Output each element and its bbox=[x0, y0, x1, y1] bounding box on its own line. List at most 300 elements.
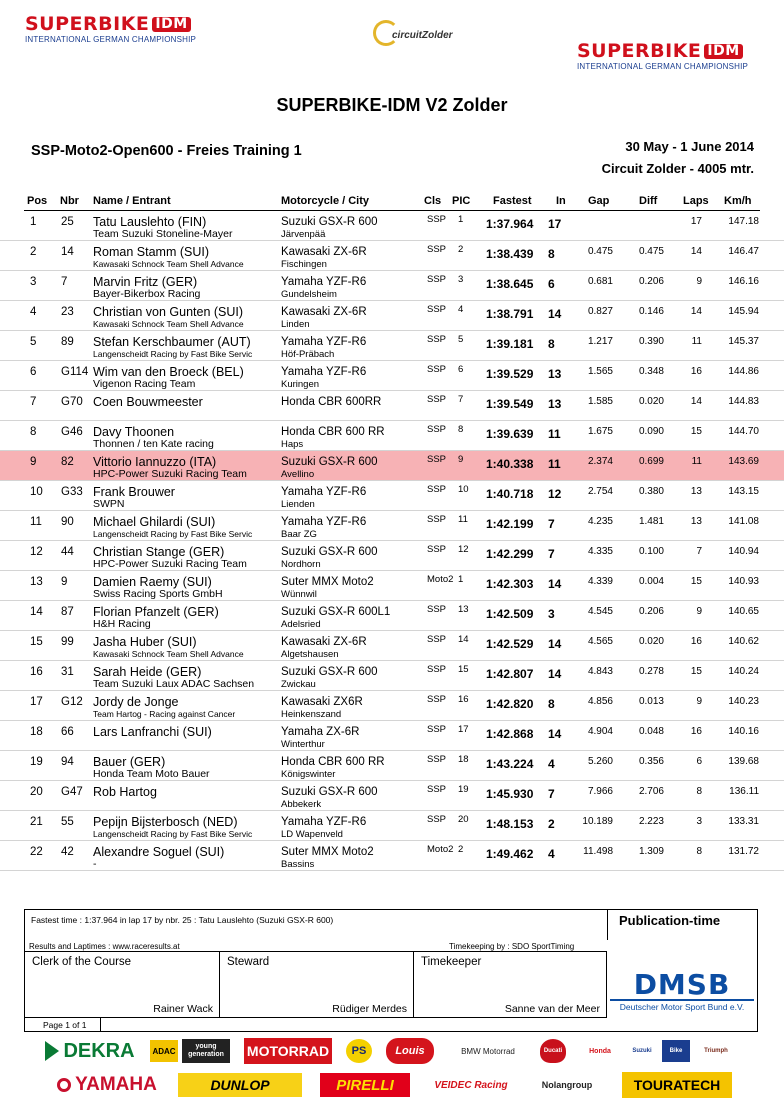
row-rider-name: Lars Lanfranchi (SUI) bbox=[93, 725, 212, 739]
row-pos: 2 bbox=[30, 246, 37, 258]
row-motorcycle: Kawasaki ZX-6R bbox=[281, 306, 367, 318]
row-rider-name: Christian Stange (GER) bbox=[93, 545, 225, 559]
row-pos: 22 bbox=[30, 846, 43, 858]
row-motorcycle: Yamaha YZF-R6 bbox=[281, 816, 367, 828]
table-row bbox=[0, 751, 784, 781]
logo-word: SUPERBIKE bbox=[577, 40, 702, 62]
table-header bbox=[0, 195, 784, 209]
row-pic: 9 bbox=[458, 454, 464, 465]
results-table bbox=[0, 211, 784, 871]
row-city: Järvenpää bbox=[281, 229, 326, 240]
row-kmh: 140.94 bbox=[728, 546, 759, 557]
row-gap: 4.856 bbox=[587, 696, 613, 707]
row-city: Gundelsheim bbox=[281, 289, 337, 300]
row-diff: 0.100 bbox=[638, 546, 664, 557]
row-gap: 1.565 bbox=[587, 366, 613, 377]
row-fastest: 1:42.303 bbox=[486, 577, 534, 591]
timekeeper-label: Timekeeper bbox=[421, 956, 482, 968]
row-city: Algetshausen bbox=[281, 649, 339, 660]
row-gap: 1.675 bbox=[587, 426, 613, 437]
row-rider-name: Stefan Kerschbaumer (AUT) bbox=[93, 335, 251, 349]
row-pos: 13 bbox=[30, 576, 43, 588]
row-team: Langenscheidt Racing by Fast Bike Servic bbox=[93, 829, 253, 839]
row-gap: 0.681 bbox=[587, 276, 613, 287]
row-laps: 16 bbox=[690, 636, 702, 647]
row-pos: 16 bbox=[30, 666, 43, 678]
row-kmh: 133.31 bbox=[728, 816, 759, 827]
col-nbr: Nbr bbox=[60, 195, 79, 207]
row-fastest: 1:39.639 bbox=[486, 427, 534, 441]
row-in-lap: 2 bbox=[548, 817, 555, 831]
row-in-lap: 7 bbox=[548, 517, 555, 531]
row-diff: 0.699 bbox=[638, 456, 664, 467]
col-name: Name / Entrant bbox=[93, 195, 171, 207]
row-rider-name: Frank Brouwer bbox=[93, 485, 175, 499]
row-team: Team Suzuki Stoneline-Mayer bbox=[93, 228, 233, 240]
page-number: Page 1 of 1 bbox=[25, 1018, 101, 1032]
row-diff: 2.223 bbox=[638, 816, 664, 827]
logo-badge: IDM bbox=[152, 17, 190, 32]
timekeeping-info: Timekeeping by : SDO SportTiming bbox=[449, 942, 575, 951]
row-rider-name: Vittorio Iannuzzo (ITA) bbox=[93, 455, 217, 469]
row-kmh: 145.37 bbox=[728, 336, 759, 347]
row-rider-name: Rob Hartog bbox=[93, 785, 157, 799]
col-laps: Laps bbox=[683, 195, 709, 207]
row-class: SSP bbox=[427, 424, 447, 435]
row-pos: 18 bbox=[30, 726, 43, 738]
row-in-lap: 4 bbox=[548, 757, 555, 771]
row-city: Baar ZG bbox=[281, 529, 317, 540]
row-motorcycle: Kawasaki ZX-6R bbox=[281, 636, 367, 648]
row-city: Wünnwil bbox=[281, 589, 317, 600]
row-team: - bbox=[93, 858, 97, 870]
row-pic: 7 bbox=[458, 394, 464, 405]
row-in-lap: 8 bbox=[548, 697, 555, 711]
row-class: SSP bbox=[427, 724, 447, 735]
row-kmh: 146.47 bbox=[728, 246, 759, 257]
col-motorcycle: Motorcycle / City bbox=[281, 195, 370, 207]
row-pos: 11 bbox=[30, 516, 42, 528]
sponsor-logo: Triumph bbox=[704, 1048, 728, 1054]
row-city: Nordhorn bbox=[281, 559, 321, 570]
row-pic: 1 bbox=[458, 574, 464, 585]
row-kmh: 140.62 bbox=[728, 636, 759, 647]
event-dates: 30 May - 1 June 2014 bbox=[625, 139, 754, 154]
row-gap: 7.966 bbox=[587, 786, 613, 797]
row-pic: 11 bbox=[458, 514, 468, 525]
row-pic: 2 bbox=[458, 244, 464, 255]
row-diff: 0.390 bbox=[638, 336, 664, 347]
row-fastest: 1:40.338 bbox=[486, 457, 534, 471]
row-nbr: G33 bbox=[61, 486, 83, 498]
row-class: SSP bbox=[427, 814, 447, 825]
row-laps: 13 bbox=[690, 516, 702, 527]
row-laps: 14 bbox=[690, 246, 702, 257]
session-title: SSP-Moto2-Open600 - Freies Training 1 bbox=[31, 143, 302, 159]
col-kmh: Km/h bbox=[724, 195, 752, 207]
circuit-zolder-logo bbox=[370, 20, 453, 52]
row-fastest: 1:42.868 bbox=[486, 727, 534, 741]
row-in-lap: 14 bbox=[548, 727, 562, 741]
row-class: SSP bbox=[427, 394, 447, 405]
row-kmh: 144.70 bbox=[728, 426, 759, 437]
row-fastest: 1:42.529 bbox=[486, 637, 534, 651]
row-class: SSP bbox=[427, 274, 447, 285]
row-in-lap: 7 bbox=[548, 547, 555, 561]
row-pic: 16 bbox=[458, 694, 469, 705]
row-in-lap: 17 bbox=[548, 217, 562, 231]
row-motorcycle: Yamaha YZF-R6 bbox=[281, 366, 367, 378]
row-gap: 5.260 bbox=[587, 756, 613, 767]
steward-label: Steward bbox=[227, 956, 270, 968]
row-rider-name: Bauer (GER) bbox=[93, 755, 166, 769]
row-kmh: 143.15 bbox=[728, 486, 759, 497]
row-motorcycle: Yamaha YZF-R6 bbox=[281, 276, 367, 288]
sponsor-row-2 bbox=[40, 1070, 750, 1100]
row-laps: 7 bbox=[696, 546, 702, 557]
row-pic: 2 bbox=[458, 844, 464, 855]
table-row bbox=[0, 451, 784, 481]
row-fastest: 1:39.181 bbox=[486, 337, 534, 351]
row-laps: 3 bbox=[696, 816, 702, 827]
table-row bbox=[0, 811, 784, 841]
clerk-name: Rainer Wack bbox=[153, 1003, 213, 1015]
row-in-lap: 4 bbox=[548, 847, 555, 861]
row-rider-name: Jordy de Jonge bbox=[93, 695, 179, 709]
row-gap: 2.374 bbox=[587, 456, 613, 467]
row-pic: 20 bbox=[458, 814, 469, 825]
row-pic: 6 bbox=[458, 364, 464, 375]
page-title: SUPERBIKE-IDM V2 Zolder bbox=[276, 95, 508, 115]
row-fastest: 1:38.439 bbox=[486, 247, 534, 261]
row-team: Team Suzuki Laux ADAC Sachsen bbox=[93, 678, 255, 690]
row-motorcycle: Yamaha YZF-R6 bbox=[281, 516, 367, 528]
sponsor-logo: BMW Motorrad bbox=[461, 1046, 515, 1056]
row-motorcycle: Suzuki GSX-R 600L1 bbox=[281, 606, 391, 618]
sponsor-logo: Honda bbox=[589, 1047, 611, 1055]
row-fastest: 1:42.820 bbox=[486, 697, 534, 711]
row-nbr: 90 bbox=[61, 516, 74, 528]
row-team: HPC-Power Suzuki Racing Team bbox=[93, 558, 247, 570]
row-pic: 14 bbox=[458, 634, 469, 645]
table-row bbox=[0, 721, 784, 751]
table-row bbox=[0, 481, 784, 511]
row-rider-name: Tatu Lauslehto (FIN) bbox=[93, 215, 207, 229]
row-pos: 10 bbox=[30, 486, 43, 498]
logo-subtitle: INTERNATIONAL GERMAN CHAMPIONSHIP bbox=[577, 62, 749, 71]
row-kmh: 146.16 bbox=[728, 276, 759, 287]
row-gap: 4.843 bbox=[587, 666, 613, 677]
row-in-lap: 11 bbox=[548, 427, 561, 441]
row-class: SSP bbox=[427, 604, 447, 615]
row-fastest: 1:48.153 bbox=[486, 817, 534, 831]
row-pos: 6 bbox=[30, 366, 37, 378]
row-motorcycle: Yamaha YZF-R6 bbox=[281, 486, 367, 498]
row-motorcycle: Honda CBR 600 RR bbox=[281, 426, 385, 438]
row-rider-name: Pepijn Bijsterbosch (NED) bbox=[93, 815, 238, 829]
row-fastest: 1:42.509 bbox=[486, 607, 534, 621]
row-pos: 12 bbox=[30, 546, 43, 558]
row-gap: 4.235 bbox=[587, 516, 613, 527]
circuit-info: Circuit Zolder - 4005 mtr. bbox=[601, 161, 754, 176]
row-laps: 8 bbox=[696, 846, 702, 857]
row-class: SSP bbox=[427, 754, 447, 765]
sponsor-row-1 bbox=[40, 1036, 750, 1066]
row-pic: 1 bbox=[458, 214, 464, 225]
row-laps: 6 bbox=[696, 756, 702, 767]
row-kmh: 140.65 bbox=[728, 606, 759, 617]
row-team: Kawasaki Schnock Team Shell Advance bbox=[93, 649, 244, 659]
row-motorcycle: Kawasaki ZX-6R bbox=[281, 246, 367, 258]
row-pic: 5 bbox=[458, 334, 464, 345]
row-diff: 0.090 bbox=[638, 426, 664, 437]
clerk-label: Clerk of the Course bbox=[32, 956, 132, 968]
row-nbr: G47 bbox=[61, 786, 83, 798]
row-city: Lienden bbox=[281, 499, 315, 510]
row-nbr: 14 bbox=[61, 246, 74, 258]
row-nbr: 44 bbox=[61, 546, 74, 558]
row-in-lap: 13 bbox=[548, 367, 562, 381]
row-gap: 11.498 bbox=[583, 846, 613, 857]
row-kmh: 131.72 bbox=[728, 846, 759, 857]
table-row bbox=[0, 601, 784, 631]
row-diff: 0.356 bbox=[638, 756, 664, 767]
row-in-lap: 14 bbox=[548, 577, 562, 591]
row-motorcycle: Suzuki GSX-R 600 bbox=[281, 216, 378, 228]
timekeeper-cell bbox=[414, 952, 607, 1018]
row-team: Bayer-Bikerbox Racing bbox=[93, 288, 201, 300]
row-in-lap: 14 bbox=[548, 637, 562, 651]
row-kmh: 139.68 bbox=[728, 756, 759, 767]
row-pos: 8 bbox=[30, 426, 37, 438]
sponsor-logo: PS bbox=[346, 1039, 372, 1063]
row-laps: 16 bbox=[690, 366, 702, 377]
row-pos: 20 bbox=[30, 786, 43, 798]
row-fastest: 1:42.299 bbox=[486, 547, 534, 561]
row-laps: 16 bbox=[690, 726, 702, 737]
row-motorcycle: Suzuki GSX-R 600 bbox=[281, 786, 378, 798]
row-in-lap: 11 bbox=[548, 457, 561, 471]
col-diff: Diff bbox=[639, 195, 658, 207]
table-row bbox=[0, 361, 784, 391]
row-rider-name: Michael Ghilardi (SUI) bbox=[93, 515, 216, 529]
row-class: SSP bbox=[427, 364, 447, 375]
row-class: SSP bbox=[427, 214, 447, 225]
row-kmh: 145.94 bbox=[728, 306, 759, 317]
row-pos: 21 bbox=[30, 816, 43, 828]
row-fastest: 1:49.462 bbox=[486, 847, 534, 861]
row-team: Vigenon Racing Team bbox=[93, 378, 196, 390]
row-gap: 1.585 bbox=[587, 396, 613, 407]
row-rider-name: Roman Stamm (SUI) bbox=[93, 245, 209, 259]
row-nbr: 7 bbox=[61, 276, 68, 288]
row-class: SSP bbox=[427, 244, 447, 255]
row-nbr: 23 bbox=[61, 306, 74, 318]
col-fastest: Fastest bbox=[493, 195, 532, 207]
row-laps: 8 bbox=[696, 786, 702, 797]
row-city: Abbekerk bbox=[281, 799, 322, 810]
row-diff: 1.309 bbox=[638, 846, 664, 857]
row-laps: 9 bbox=[696, 696, 702, 707]
row-rider-name: Davy Thoonen bbox=[93, 425, 175, 439]
row-gap: 4.904 bbox=[587, 726, 613, 737]
row-in-lap: 6 bbox=[548, 277, 555, 291]
row-city: Heinkenszand bbox=[281, 709, 342, 720]
table-row bbox=[0, 421, 784, 451]
row-fastest: 1:38.791 bbox=[486, 307, 534, 321]
row-motorcycle: Suzuki GSX-R 600 bbox=[281, 666, 378, 678]
row-pic: 3 bbox=[458, 274, 464, 285]
row-pos: 17 bbox=[30, 696, 43, 708]
sponsor-logo: TOURATECH bbox=[622, 1072, 732, 1098]
row-kmh: 143.69 bbox=[728, 456, 759, 467]
row-in-lap: 13 bbox=[548, 397, 562, 411]
sponsor-logo: Louis bbox=[386, 1038, 434, 1064]
row-fastest: 1:43.224 bbox=[486, 757, 534, 771]
clerk-cell bbox=[25, 952, 220, 1018]
row-pic: 19 bbox=[458, 784, 469, 795]
row-team: Honda Team Moto Bauer bbox=[93, 768, 210, 780]
row-pos: 4 bbox=[30, 306, 37, 318]
sponsor-logo: Suzuki bbox=[632, 1048, 652, 1054]
row-class: SSP bbox=[427, 304, 447, 315]
circuit-logo-text: circuitZolder bbox=[392, 30, 453, 41]
row-motorcycle: Honda CBR 600 RR bbox=[281, 756, 385, 768]
row-pic: 18 bbox=[458, 754, 469, 765]
row-in-lap: 14 bbox=[548, 667, 562, 681]
row-gap: 10.189 bbox=[582, 816, 613, 827]
col-pic: PIC bbox=[452, 195, 471, 207]
sponsor-logo bbox=[52, 1072, 162, 1098]
results-site: Results and Laptimes : www.raceresults.at bbox=[29, 942, 180, 951]
row-in-lap: 12 bbox=[548, 487, 562, 501]
row-kmh: 140.24 bbox=[728, 666, 759, 677]
row-in-lap: 14 bbox=[548, 307, 562, 321]
table-row bbox=[0, 271, 784, 301]
row-rider-name: Wim van den Broeck (BEL) bbox=[93, 365, 244, 379]
row-diff: 0.206 bbox=[638, 606, 664, 617]
fastest-time-note: Fastest time : 1:37.964 in lap 17 by nbr. 25 : Tatu Lauslehto (Suzuki GSX-R 600) bbox=[31, 915, 334, 925]
row-motorcycle: Yamaha YZF-R6 bbox=[281, 336, 367, 348]
row-pos: 5 bbox=[30, 336, 37, 348]
row-class: SSP bbox=[427, 694, 447, 705]
row-pos: 9 bbox=[30, 456, 37, 468]
row-motorcycle: Kawasaki ZX6R bbox=[281, 696, 363, 708]
row-diff: 0.013 bbox=[638, 696, 664, 707]
row-nbr: 99 bbox=[61, 636, 74, 648]
row-pos: 19 bbox=[30, 756, 43, 768]
row-class: Moto2 bbox=[427, 574, 454, 585]
table-row bbox=[0, 301, 784, 331]
col-cls: Cls bbox=[424, 195, 442, 207]
row-team: Team Hartog - Racing against Cancer bbox=[93, 709, 236, 719]
row-team: Kawasaki Schnock Team Shell Advance bbox=[93, 319, 244, 329]
row-diff: 0.146 bbox=[638, 306, 664, 317]
table-row bbox=[0, 391, 784, 421]
row-fastest: 1:39.549 bbox=[486, 397, 534, 411]
row-class: SSP bbox=[427, 484, 447, 495]
dmsb-subtitle: Deutscher Motor Sport Bund e.V. bbox=[610, 999, 754, 1012]
logo-subtitle: INTERNATIONAL GERMAN CHAMPIONSHIP bbox=[25, 35, 197, 44]
row-fastest: 1:45.930 bbox=[486, 787, 534, 801]
sponsor-name: DEKRA bbox=[63, 1039, 135, 1062]
table-row bbox=[0, 541, 784, 571]
row-motorcycle: Suzuki GSX-R 600 bbox=[281, 456, 378, 468]
row-rider-name: Marvin Fritz (GER) bbox=[93, 275, 198, 289]
row-team: Thonnen / ten Kate racing bbox=[93, 438, 214, 450]
row-team: Kawasaki Schnock Team Shell Advance bbox=[93, 259, 244, 269]
row-city: Adelsried bbox=[281, 619, 321, 630]
row-kmh: 144.86 bbox=[728, 366, 759, 377]
row-rider-name: Christian von Gunten (SUI) bbox=[93, 305, 244, 319]
row-motorcycle: Honda CBR 600RR bbox=[281, 396, 382, 408]
row-diff: 0.278 bbox=[638, 666, 664, 677]
row-fastest: 1:40.718 bbox=[486, 487, 534, 501]
row-fastest: 1:42.199 bbox=[486, 517, 534, 531]
row-in-lap: 8 bbox=[548, 247, 555, 261]
row-gap: 0.827 bbox=[587, 306, 613, 317]
row-nbr: 87 bbox=[61, 606, 74, 618]
table-row bbox=[0, 631, 784, 661]
row-kmh: 136.11 bbox=[729, 786, 759, 797]
row-laps: 14 bbox=[690, 396, 702, 407]
superbike-idm-logo-right bbox=[577, 41, 748, 71]
row-team: Langenscheidt Racing by Fast Bike Servic bbox=[93, 529, 253, 539]
row-nbr: G12 bbox=[61, 696, 83, 708]
table-row bbox=[0, 781, 784, 811]
row-city: Linden bbox=[281, 319, 310, 330]
row-rider-name: Damien Raemy (SUI) bbox=[93, 575, 212, 589]
sponsor-logo: Bike bbox=[662, 1040, 690, 1062]
row-pos: 14 bbox=[30, 606, 43, 618]
row-nbr: 31 bbox=[61, 666, 74, 678]
logo-badge: IDM bbox=[704, 44, 742, 59]
row-kmh: 141.08 bbox=[728, 516, 759, 527]
sponsor-logo: Nolangroup bbox=[541, 1080, 593, 1090]
col-in: In bbox=[556, 195, 566, 207]
row-pic: 13 bbox=[458, 604, 469, 615]
row-diff: 0.020 bbox=[638, 636, 664, 647]
row-city: Kuringen bbox=[281, 379, 320, 390]
steward-name: Rüdiger Merdes bbox=[332, 1003, 407, 1015]
timekeeper-name: Sanne van der Meer bbox=[504, 1003, 600, 1015]
row-pic: 4 bbox=[458, 304, 464, 315]
row-team: H&H Racing bbox=[93, 618, 151, 630]
publication-time: Publication-time bbox=[607, 910, 759, 940]
row-class: SSP bbox=[427, 514, 447, 525]
row-city: Zwickau bbox=[281, 679, 316, 690]
sponsor-logo: ADAC bbox=[150, 1040, 178, 1062]
row-pic: 15 bbox=[458, 664, 469, 675]
row-nbr: 55 bbox=[61, 816, 74, 828]
col-gap: Gap bbox=[588, 195, 610, 207]
logo-word: SUPERBIKE bbox=[25, 13, 150, 35]
row-pos: 3 bbox=[30, 276, 37, 288]
row-city: LD Wapenveld bbox=[281, 829, 343, 840]
dmsb-logo bbox=[610, 968, 754, 1012]
row-gap: 2.754 bbox=[587, 486, 613, 497]
row-class: SSP bbox=[427, 664, 447, 675]
row-laps: 15 bbox=[690, 666, 702, 677]
row-laps: 11 bbox=[691, 456, 702, 467]
row-motorcycle: Suter MMX Moto2 bbox=[281, 846, 374, 858]
sponsor-logo: DUNLOP bbox=[178, 1073, 302, 1097]
event-info bbox=[602, 136, 754, 180]
table-row bbox=[0, 511, 784, 541]
row-nbr: 66 bbox=[61, 726, 74, 738]
row-diff: 0.348 bbox=[638, 366, 664, 377]
row-gap: 0.475 bbox=[587, 246, 613, 257]
